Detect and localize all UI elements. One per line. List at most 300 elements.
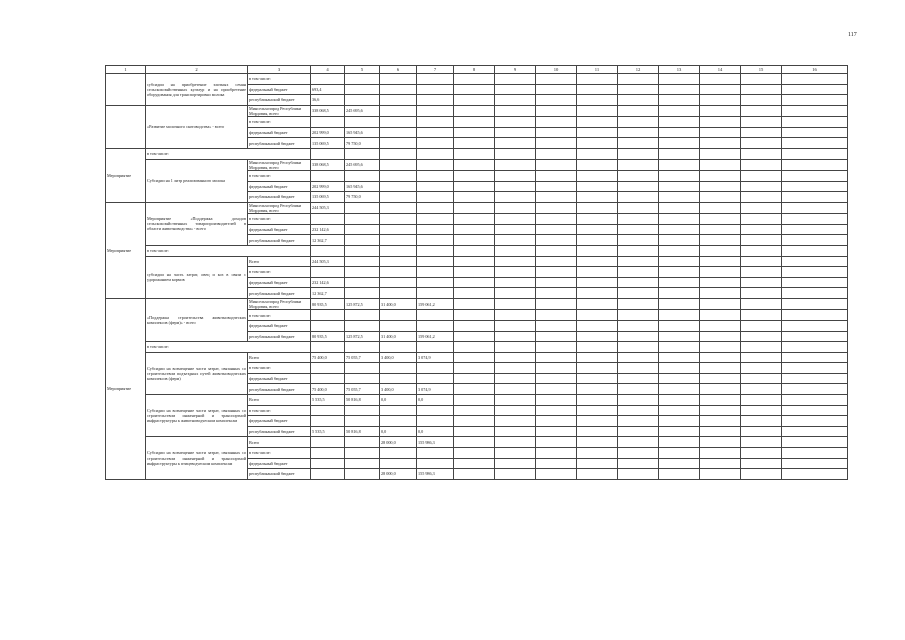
value-cell (536, 117, 577, 128)
value-cell: 155 986,3 (417, 437, 454, 448)
value-cell (577, 138, 618, 149)
value-cell (700, 277, 741, 288)
value-cell: 3 074,9 (417, 352, 454, 363)
value-cell (495, 298, 536, 309)
value-cell: 3 400,0 (380, 384, 417, 395)
value-cell (659, 437, 700, 448)
value-cell (741, 458, 782, 469)
value-cell (380, 310, 417, 321)
value-cell (495, 320, 536, 331)
value-cell (345, 416, 380, 427)
value-cell (380, 405, 417, 416)
value-cell (454, 148, 495, 159)
value-cell (417, 84, 454, 95)
value-cell (782, 214, 848, 225)
value-cell (700, 342, 741, 353)
value-cell (577, 320, 618, 331)
value-cell: 31 400,0 (380, 298, 417, 309)
value-cell (417, 320, 454, 331)
value-cell: 36,6 (311, 95, 345, 106)
value-cell (741, 95, 782, 106)
value-cell (577, 458, 618, 469)
source-cell: федеральный бюджет (248, 127, 311, 138)
value-cell (659, 448, 700, 459)
value-cell (454, 384, 495, 395)
value-cell (659, 245, 700, 256)
page-number: 117 (848, 32, 857, 38)
value-cell (454, 448, 495, 459)
value-cell (380, 256, 417, 267)
value-cell (741, 181, 782, 192)
value-cell (495, 117, 536, 128)
value-cell (495, 352, 536, 363)
value-cell (495, 405, 536, 416)
value-cell (700, 310, 741, 321)
value-cell (741, 159, 782, 170)
value-cell (380, 448, 417, 459)
value-cell (782, 95, 848, 106)
value-cell (700, 84, 741, 95)
value-cell (380, 373, 417, 384)
value-cell (782, 320, 848, 331)
value-cell (782, 138, 848, 149)
value-cell: 245 695,6 (345, 105, 380, 116)
value-cell (577, 181, 618, 192)
value-cell (782, 363, 848, 374)
value-cell (495, 181, 536, 192)
value-cell (618, 342, 659, 353)
value-cell (345, 342, 380, 353)
value-cell: 165 945,6 (345, 181, 380, 192)
value-cell (417, 267, 454, 278)
value-cell: 3 400,0 (380, 352, 417, 363)
value-cell (454, 159, 495, 170)
value-cell (345, 214, 380, 225)
event-label: Мероприятие (106, 202, 146, 298)
description-cell: Субсидии на возмещение части затрат, связанных со строительством инженерной и транспортной инфраструктуры к птицеводческим комплексам (146, 437, 248, 479)
value-cell (782, 127, 848, 138)
value-cell (345, 448, 380, 459)
value-cell (577, 416, 618, 427)
value-cell (782, 458, 848, 469)
value-cell (741, 214, 782, 225)
value-cell (618, 405, 659, 416)
including-label: в том числе: (146, 342, 311, 353)
value-cell (659, 214, 700, 225)
source-cell: федеральный бюджет (248, 224, 311, 235)
value-cell (700, 224, 741, 235)
value-cell (700, 437, 741, 448)
value-cell (454, 105, 495, 116)
source-cell: в том числе: (248, 170, 311, 181)
value-cell (577, 405, 618, 416)
value-cell (577, 74, 618, 85)
value-cell (311, 148, 345, 159)
value-cell: 75 400,0 (311, 352, 345, 363)
value-cell (417, 448, 454, 459)
value-cell (454, 426, 495, 437)
value-cell (741, 426, 782, 437)
value-cell (618, 159, 659, 170)
value-cell (454, 192, 495, 203)
value-cell (536, 363, 577, 374)
value-cell (700, 416, 741, 427)
value-cell (618, 384, 659, 395)
value-cell: 244 505,3 (311, 256, 345, 267)
value-cell (782, 405, 848, 416)
value-cell (618, 105, 659, 116)
value-cell (536, 74, 577, 85)
value-cell (495, 437, 536, 448)
value-cell (536, 148, 577, 159)
value-cell (700, 245, 741, 256)
value-cell (577, 192, 618, 203)
column-number: 4 (311, 66, 345, 74)
value-cell (659, 277, 700, 288)
value-cell (495, 159, 536, 170)
value-cell (380, 363, 417, 374)
value-cell: 0,0 (380, 426, 417, 437)
value-cell (417, 288, 454, 299)
value-cell (454, 117, 495, 128)
value-cell: 0,0 (417, 395, 454, 406)
value-cell (417, 148, 454, 159)
value-cell: 232 142,6 (311, 277, 345, 288)
value-cell (577, 267, 618, 278)
value-cell (782, 267, 848, 278)
value-cell (659, 105, 700, 116)
value-cell: 31 400,0 (380, 331, 417, 342)
value-cell (536, 373, 577, 384)
value-cell (495, 384, 536, 395)
value-cell: 338 068,5 (311, 105, 345, 116)
value-cell (454, 74, 495, 85)
value-cell (536, 224, 577, 235)
value-cell (577, 84, 618, 95)
value-cell (577, 384, 618, 395)
column-number: 2 (146, 66, 248, 74)
value-cell (311, 267, 345, 278)
program-table (105, 65, 848, 480)
value-cell (536, 469, 577, 480)
value-cell (454, 320, 495, 331)
value-cell (700, 127, 741, 138)
value-cell (495, 469, 536, 480)
including-label: в том числе: (146, 148, 311, 159)
table-row (106, 74, 848, 85)
column-number: 7 (417, 66, 454, 74)
value-cell (577, 170, 618, 181)
column-number: 1 (106, 66, 146, 74)
value-cell (454, 469, 495, 480)
value-cell (495, 288, 536, 299)
value-cell (618, 320, 659, 331)
value-cell: 75 055,7 (345, 352, 380, 363)
value-cell (536, 127, 577, 138)
value-cell (454, 416, 495, 427)
column-number: 12 (618, 66, 659, 74)
value-cell (577, 117, 618, 128)
value-cell (536, 202, 577, 213)
value-cell (782, 384, 848, 395)
value-cell (659, 384, 700, 395)
value-cell (577, 214, 618, 225)
value-cell (454, 181, 495, 192)
value-cell (577, 127, 618, 138)
value-cell (700, 320, 741, 331)
including-label: в том числе: (146, 245, 311, 256)
column-number: 10 (536, 66, 577, 74)
table-row (106, 256, 848, 267)
value-cell (454, 95, 495, 106)
value-cell (659, 405, 700, 416)
value-cell (782, 84, 848, 95)
value-cell (741, 310, 782, 321)
value-cell (700, 148, 741, 159)
value-cell (700, 426, 741, 437)
value-cell (495, 395, 536, 406)
source-cell: в том числе: (248, 448, 311, 459)
value-cell: 165 945,6 (345, 127, 380, 138)
value-cell (782, 288, 848, 299)
value-cell (454, 298, 495, 309)
value-cell (380, 95, 417, 106)
value-cell (618, 202, 659, 213)
description-cell: субсидии на часть затрат, овец и коз в связи с удорожанием кормов (146, 256, 248, 298)
value-cell (536, 416, 577, 427)
source-cell: республиканский бюджет (248, 331, 311, 342)
value-cell (536, 277, 577, 288)
value-cell (417, 170, 454, 181)
value-cell (700, 373, 741, 384)
source-cell: федеральный бюджет (248, 458, 311, 469)
value-cell (700, 395, 741, 406)
value-cell (782, 105, 848, 116)
value-cell (618, 84, 659, 95)
value-cell (618, 224, 659, 235)
value-cell (417, 373, 454, 384)
value-cell (454, 267, 495, 278)
value-cell (782, 448, 848, 459)
value-cell (741, 105, 782, 116)
value-cell (618, 331, 659, 342)
value-cell (454, 84, 495, 95)
value-cell (577, 288, 618, 299)
value-cell (659, 416, 700, 427)
value-cell (454, 245, 495, 256)
value-cell (700, 298, 741, 309)
value-cell (618, 437, 659, 448)
value-cell (618, 395, 659, 406)
value-cell (454, 127, 495, 138)
value-cell (659, 235, 700, 246)
value-cell (618, 170, 659, 181)
value-cell (536, 310, 577, 321)
column-number: 3 (248, 66, 311, 74)
value-cell (417, 310, 454, 321)
value-cell (380, 342, 417, 353)
value-cell (577, 448, 618, 459)
value-cell (380, 192, 417, 203)
value-cell: 338 068,5 (311, 159, 345, 170)
value-cell (700, 159, 741, 170)
value-cell (536, 159, 577, 170)
value-cell (618, 426, 659, 437)
value-cell (782, 192, 848, 203)
description-cell: субсидии на приобретение элитных семян сельскохозяйственных культур и на приобретение оборудования для транспортировки молока (146, 74, 248, 106)
value-cell (495, 426, 536, 437)
value-cell: 0,0 (380, 395, 417, 406)
value-cell (659, 395, 700, 406)
value-cell (782, 469, 848, 480)
value-cell (345, 363, 380, 374)
value-cell (782, 256, 848, 267)
value-cell (417, 105, 454, 116)
value-cell (345, 256, 380, 267)
source-cell: Всего (248, 256, 311, 267)
value-cell: 202 999,0 (311, 127, 345, 138)
value-cell (345, 117, 380, 128)
value-cell (380, 117, 417, 128)
value-cell (311, 437, 345, 448)
value-cell (700, 181, 741, 192)
value-cell: 75 400,0 (311, 384, 345, 395)
column-number: 16 (782, 66, 848, 74)
value-cell (782, 342, 848, 353)
value-cell (659, 202, 700, 213)
value-cell (782, 331, 848, 342)
value-cell (380, 288, 417, 299)
value-cell (659, 117, 700, 128)
value-cell (417, 95, 454, 106)
value-cell (311, 458, 345, 469)
value-cell (659, 127, 700, 138)
source-cell: Минсельхозпрод Республики Мордовия, всего (248, 298, 311, 309)
value-cell (618, 127, 659, 138)
value-cell (700, 256, 741, 267)
value-cell (417, 405, 454, 416)
source-cell: Минсельхозпрод Республики Мордовия, всего (248, 159, 311, 170)
table-row (106, 437, 848, 448)
value-cell (495, 148, 536, 159)
value-cell (741, 84, 782, 95)
value-cell (536, 192, 577, 203)
value-cell (311, 342, 345, 353)
source-cell: федеральный бюджет (248, 277, 311, 288)
value-cell (417, 245, 454, 256)
value-cell (782, 117, 848, 128)
value-cell (741, 138, 782, 149)
value-cell (700, 458, 741, 469)
value-cell (311, 320, 345, 331)
value-cell (741, 192, 782, 203)
value-cell: 155 986,3 (417, 469, 454, 480)
value-cell: 232 142,6 (311, 224, 345, 235)
value-cell (345, 95, 380, 106)
value-cell (536, 448, 577, 459)
table-row (106, 395, 848, 406)
value-cell (345, 320, 380, 331)
value-cell (536, 84, 577, 95)
value-cell (618, 256, 659, 267)
value-cell (345, 310, 380, 321)
value-cell (380, 235, 417, 246)
value-cell (417, 181, 454, 192)
value-cell (741, 469, 782, 480)
value-cell (380, 159, 417, 170)
value-cell (495, 245, 536, 256)
value-cell (380, 458, 417, 469)
description-cell: «Поддержка строительства животноводческих комплексов (ферм)» - всего (146, 298, 248, 341)
value-cell (659, 148, 700, 159)
value-cell: 159 061,2 (417, 331, 454, 342)
value-cell (700, 214, 741, 225)
value-cell (536, 181, 577, 192)
source-cell: Всего (248, 395, 311, 406)
value-cell (417, 342, 454, 353)
value-cell (618, 192, 659, 203)
value-cell (782, 298, 848, 309)
value-cell: 28 000,0 (380, 469, 417, 480)
column-number: 9 (495, 66, 536, 74)
value-cell (536, 437, 577, 448)
value-cell (495, 331, 536, 342)
value-cell (454, 352, 495, 363)
table-row (106, 148, 848, 159)
value-cell (782, 373, 848, 384)
value-cell (311, 117, 345, 128)
value-cell (417, 117, 454, 128)
table-row (106, 342, 848, 353)
value-cell (454, 363, 495, 374)
description-cell: Субсидии на возмещение части затрат, связанных со строительством инженерной и транспортной инфраструктуры к животноводческим комплексам (146, 395, 248, 437)
value-cell (577, 235, 618, 246)
value-cell (700, 192, 741, 203)
value-cell (380, 127, 417, 138)
value-cell (741, 245, 782, 256)
value-cell: 135 069,5 (311, 138, 345, 149)
value-cell (380, 320, 417, 331)
value-cell (741, 352, 782, 363)
value-cell (659, 181, 700, 192)
source-cell: в том числе: (248, 405, 311, 416)
value-cell (380, 138, 417, 149)
value-cell (741, 127, 782, 138)
value-cell (741, 202, 782, 213)
source-cell: республиканский бюджет (248, 192, 311, 203)
value-cell (741, 363, 782, 374)
value-cell (618, 245, 659, 256)
value-cell (536, 395, 577, 406)
event-cell (106, 105, 146, 148)
value-cell (741, 320, 782, 331)
value-cell (618, 416, 659, 427)
value-cell (536, 214, 577, 225)
value-cell: 50 816,8 (345, 395, 380, 406)
value-cell (536, 426, 577, 437)
value-cell (495, 235, 536, 246)
value-cell (741, 74, 782, 85)
value-cell (577, 363, 618, 374)
column-number: 11 (577, 66, 618, 74)
value-cell (782, 235, 848, 246)
value-cell: 245 695,6 (345, 159, 380, 170)
column-number: 14 (700, 66, 741, 74)
value-cell: 5 535,5 (311, 395, 345, 406)
value-cell (659, 363, 700, 374)
value-cell (536, 138, 577, 149)
description-cell: Субсидии на 1 литр реализованного молока (146, 159, 248, 202)
